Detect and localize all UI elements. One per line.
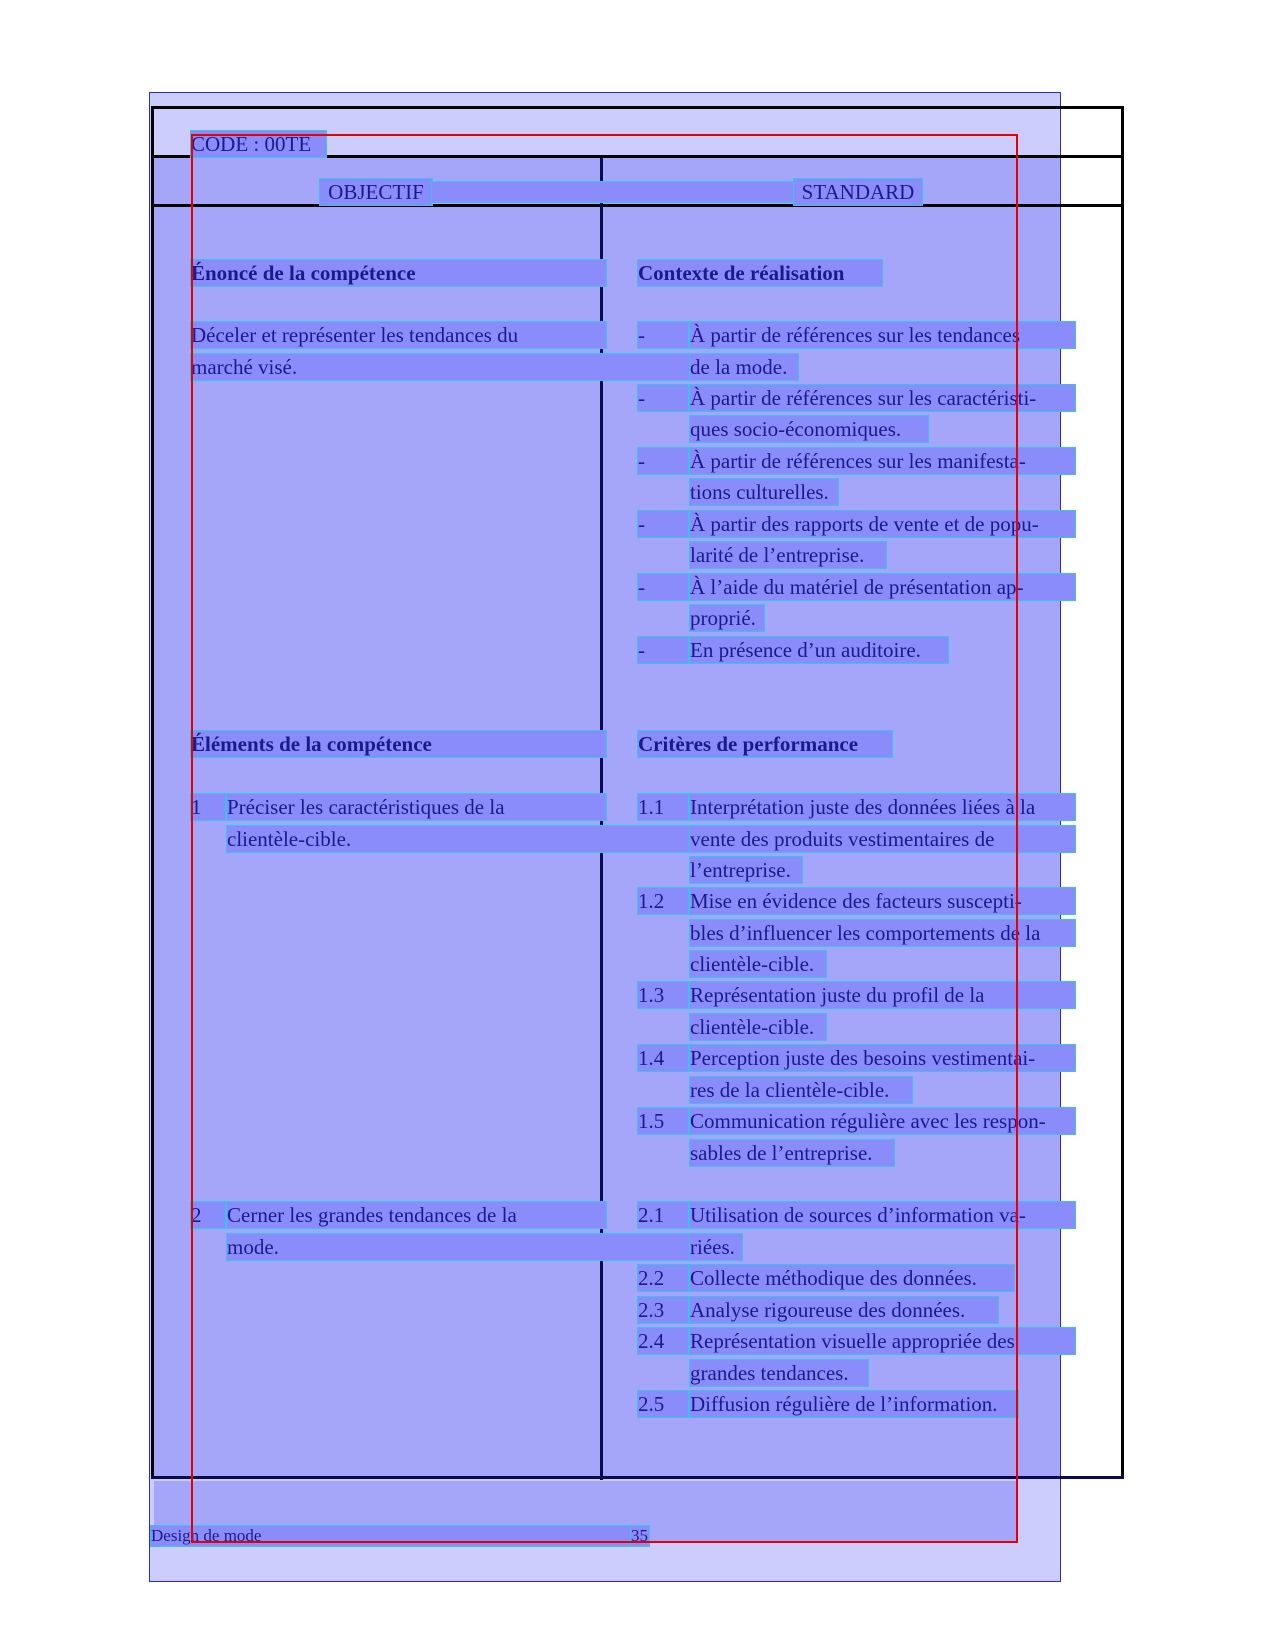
context-item-1-line-2: de la mode. bbox=[690, 354, 798, 380]
criterion-1-5-line-2: sables de l’entreprise. bbox=[690, 1140, 894, 1166]
competence-heading: Énoncé de la compétence bbox=[191, 260, 606, 286]
element-1-line-1: Préciser les caractéristiques de la bbox=[227, 794, 606, 820]
context-bullet: - bbox=[638, 637, 688, 663]
criterion-number: 2.4 bbox=[638, 1328, 688, 1354]
criterion-number: 1.4 bbox=[638, 1045, 688, 1071]
criterion-number: 1.3 bbox=[638, 982, 688, 1008]
context-heading: Contexte de réalisation bbox=[638, 260, 882, 286]
header-link-bar bbox=[432, 182, 794, 202]
criterion-2-1-line-2: riées. bbox=[690, 1234, 742, 1260]
context-bullet: - bbox=[638, 574, 688, 600]
header-objectif: OBJECTIF bbox=[320, 179, 432, 205]
criterion-1-2-line-1: Mise en évidence des facteurs suscepti- bbox=[690, 888, 1075, 914]
criterion-number: 1.5 bbox=[638, 1108, 688, 1134]
criterion-1-4-line-2: res de la clientèle-cible. bbox=[690, 1077, 912, 1103]
footer-title: Design de mode bbox=[151, 1526, 631, 1546]
criterion-1-1-line-1: Interprétation juste des données liées à la bbox=[690, 794, 1075, 820]
context-item-6-line-1: En présence d’un auditoire. bbox=[690, 637, 948, 663]
context-bullet: - bbox=[638, 448, 688, 474]
competence-line-1: Déceler et représenter les tendances du bbox=[191, 322, 606, 348]
criterion-1-3-line-2: clientèle-cible. bbox=[690, 1014, 826, 1040]
context-item-3-line-2: tions culturelles. bbox=[690, 479, 838, 505]
context-bullet: - bbox=[638, 322, 688, 348]
row-divider-header bbox=[151, 204, 1124, 207]
criterion-1-5-line-1: Communication régulière avec les respon- bbox=[690, 1108, 1075, 1134]
element-number: 2 bbox=[191, 1202, 225, 1228]
context-item-4-line-2: larité de l’entreprise. bbox=[690, 542, 886, 568]
context-item-5-line-2: proprié. bbox=[690, 605, 764, 631]
criterion-2-4-line-1: Représentation visuelle appropriée des bbox=[690, 1328, 1075, 1354]
header-standard: STANDARD bbox=[794, 179, 922, 205]
criterion-2-5-line-1: Diffusion régulière de l’information. bbox=[690, 1391, 1018, 1417]
row-divider-bottom bbox=[151, 1476, 1124, 1479]
criterion-number: 2.5 bbox=[638, 1391, 688, 1417]
criterion-2-3-line-1: Analyse rigoureuse des données. bbox=[690, 1297, 998, 1323]
criterion-1-4-line-1: Perception juste des besoins vestimentai- bbox=[690, 1045, 1075, 1071]
context-item-1-line-1: À partir de références sur les tendances bbox=[690, 322, 1075, 348]
element-number: 1 bbox=[191, 794, 225, 820]
context-item-3-line-1: À partir de références sur les manifesta- bbox=[690, 448, 1075, 474]
criterion-number: 1.1 bbox=[638, 794, 688, 820]
context-item-5-line-1: À l’aide du matériel de présentation ap- bbox=[690, 574, 1075, 600]
context-item-2-line-1: À partir de références sur les caractéristi- bbox=[690, 385, 1075, 411]
criterion-1-1-line-3: l’entreprise. bbox=[690, 857, 802, 883]
criterion-2-4-line-2: grandes tendances. bbox=[690, 1360, 868, 1386]
criterion-1-2-line-2: bles d’influencer les comportements de la bbox=[690, 920, 1075, 946]
context-item-2-line-2: ques socio-économiques. bbox=[690, 416, 928, 442]
criterion-number: 1.2 bbox=[638, 888, 688, 914]
criterion-1-3-line-1: Représentation juste du profil de la bbox=[690, 982, 1075, 1008]
elements-heading: Éléments de la compétence bbox=[191, 731, 606, 757]
criterion-number: 2.2 bbox=[638, 1265, 688, 1291]
page-number: 35 bbox=[631, 1526, 648, 1545]
criterion-number: 2.1 bbox=[638, 1202, 688, 1228]
context-item-4-line-1: À partir des rapports de vente et de popu- bbox=[690, 511, 1075, 537]
criterion-2-1-line-1: Utilisation de sources d’information va- bbox=[690, 1202, 1075, 1228]
criterion-1-1-line-2: vente des produits vestimentaires de bbox=[690, 826, 1075, 852]
criterion-1-2-line-3: clientèle-cible. bbox=[690, 951, 826, 977]
element-2-line-1: Cerner les grandes tendances de la bbox=[227, 1202, 606, 1228]
code-label: CODE : 00TE bbox=[191, 131, 326, 157]
criteria-heading: Critères de performance bbox=[638, 731, 892, 757]
element-2-line-2: mode. bbox=[227, 1234, 691, 1260]
criterion-number: 2.3 bbox=[638, 1297, 688, 1323]
criterion-2-2-line-1: Collecte méthodique des données. bbox=[690, 1265, 1014, 1291]
competence-line-2: marché visé. bbox=[191, 354, 691, 380]
element-1-line-2: clientèle-cible. bbox=[227, 826, 691, 852]
context-bullet: - bbox=[638, 511, 688, 537]
context-bullet: - bbox=[638, 385, 688, 411]
